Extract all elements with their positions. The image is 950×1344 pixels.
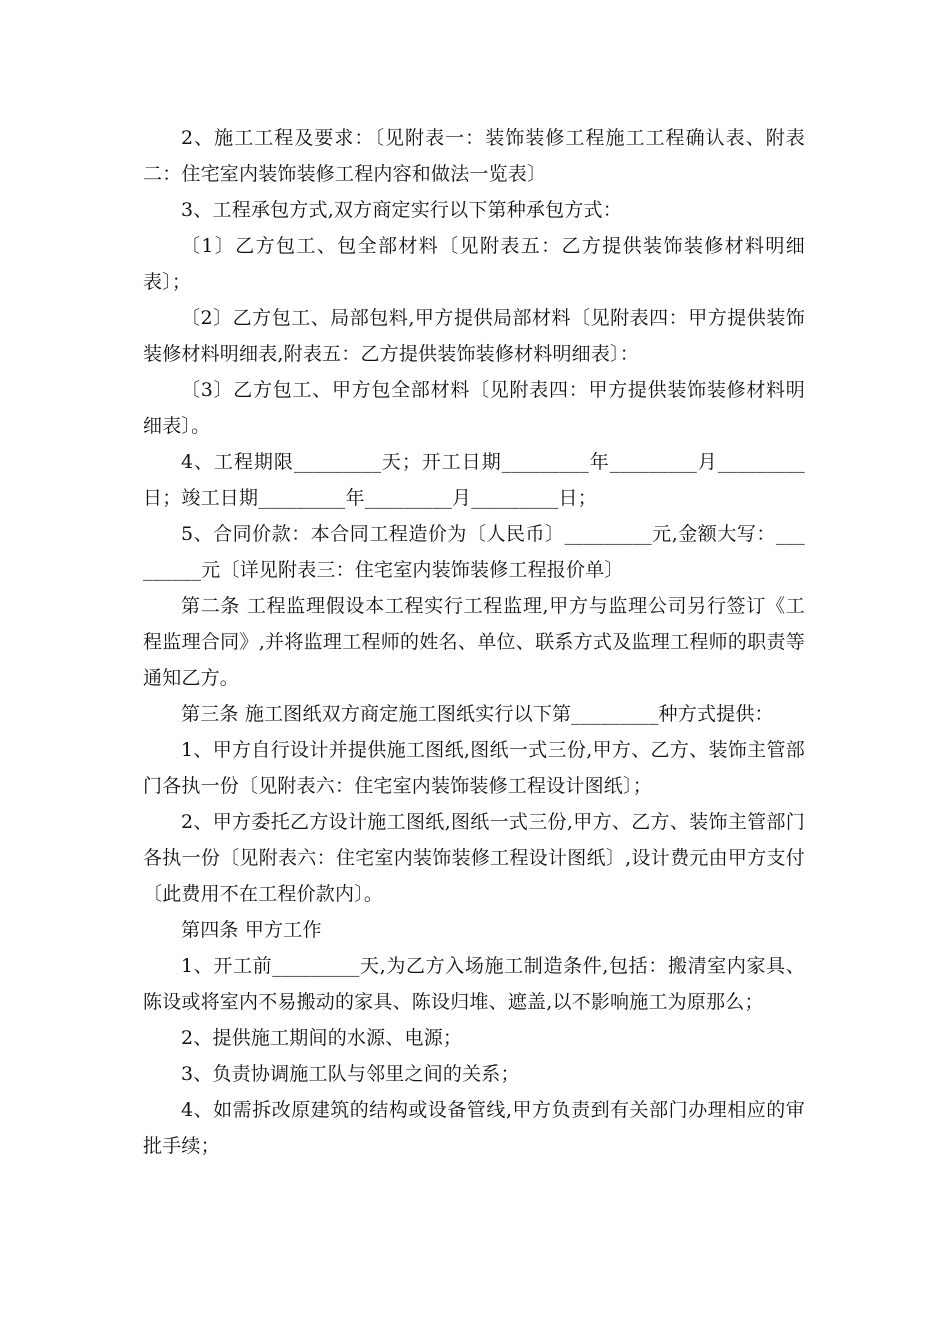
- paragraph-option1: 〔1〕乙方包工、包全部材料〔见附表五：乙方提供装饰装修材料明细表〕；: [143, 235, 805, 293]
- paragraph-item2-requirements: 2、施工工程及要求：〔见附表一：装饰装修工程施工工程确认表、附表二：住宅室内装饰装修工程内容和做法一览表〕: [143, 127, 805, 185]
- paragraph-article4-item2: 2、提供施工期间的水源、电源；: [181, 1027, 463, 1049]
- paragraph-option2: 〔2〕乙方包工、局部包料,甲方提供局部材料〔见附表四：甲方提供装饰装修材料明细表,附表五：乙方提供装饰装修材料明细表〕：: [143, 307, 805, 365]
- paragraph-drawings-option1: 1、甲方自行设计并提供施工图纸,图纸一式三份,甲方、乙方、装饰主管部门各执一份〔见附表六：住宅室内装饰装修工程设计图纸〕；: [143, 739, 805, 797]
- paragraph-article4-heading: 第四条 甲方工作: [181, 919, 322, 941]
- paragraph-article4-item4: 4、如需拆改原建筑的结构或设备管线,甲方负责到有关部门办理相应的审批手续；: [143, 1099, 805, 1157]
- paragraph-article3-drawings: 第三条 施工图纸双方商定施工图纸实行以下第_________种方式提供：: [181, 703, 774, 725]
- document-body: [143, 120, 805, 1164]
- paragraph-item3-contract-mode: 3、工程承包方式,双方商定实行以下第种承包方式：: [181, 199, 622, 221]
- paragraph-article4-item3: 3、负责协调施工队与邻里之间的关系；: [181, 1063, 520, 1085]
- paragraph-article4-item1: 1、开工前_________天,为乙方入场施工制造条件,包括：搬清室内家具、陈设或将室内不易搬动的家具、陈设归堆、遮盖,以不影响施工为原那么；: [143, 955, 805, 1013]
- paragraph-article2-supervision: 第二条 工程监理假设本工程实行工程监理,甲方与监理公司另行签订《工程监理合同》,并将监理工程师的姓名、单位、联系方式及监理工程师的职责等通知乙方。: [143, 595, 805, 689]
- paragraph-drawings-option2: 2、甲方委托乙方设计施工图纸,图纸一式三份,甲方、乙方、装饰主管部门各执一份〔见附表六：住宅室内装饰装修工程设计图纸〕,设计费元由甲方支付〔此费用不在工程价款内〕。: [143, 811, 805, 905]
- paragraph-item5-price: 5、合同价款：本合同工程造价为〔人民币〕_________元,金额大写：_________元〔详见附表三：住宅室内装饰装修工程报价单〕: [143, 523, 805, 581]
- paragraph-item4-duration: 4、工程期限_________天；开工日期_________年_________月_________日；竣工日期_________年_________月_________日；: [143, 451, 805, 509]
- paragraph-option3: 〔3〕乙方包工、甲方包全部材料〔见附表四：甲方提供装饰装修材料明细表〕。: [143, 379, 805, 437]
